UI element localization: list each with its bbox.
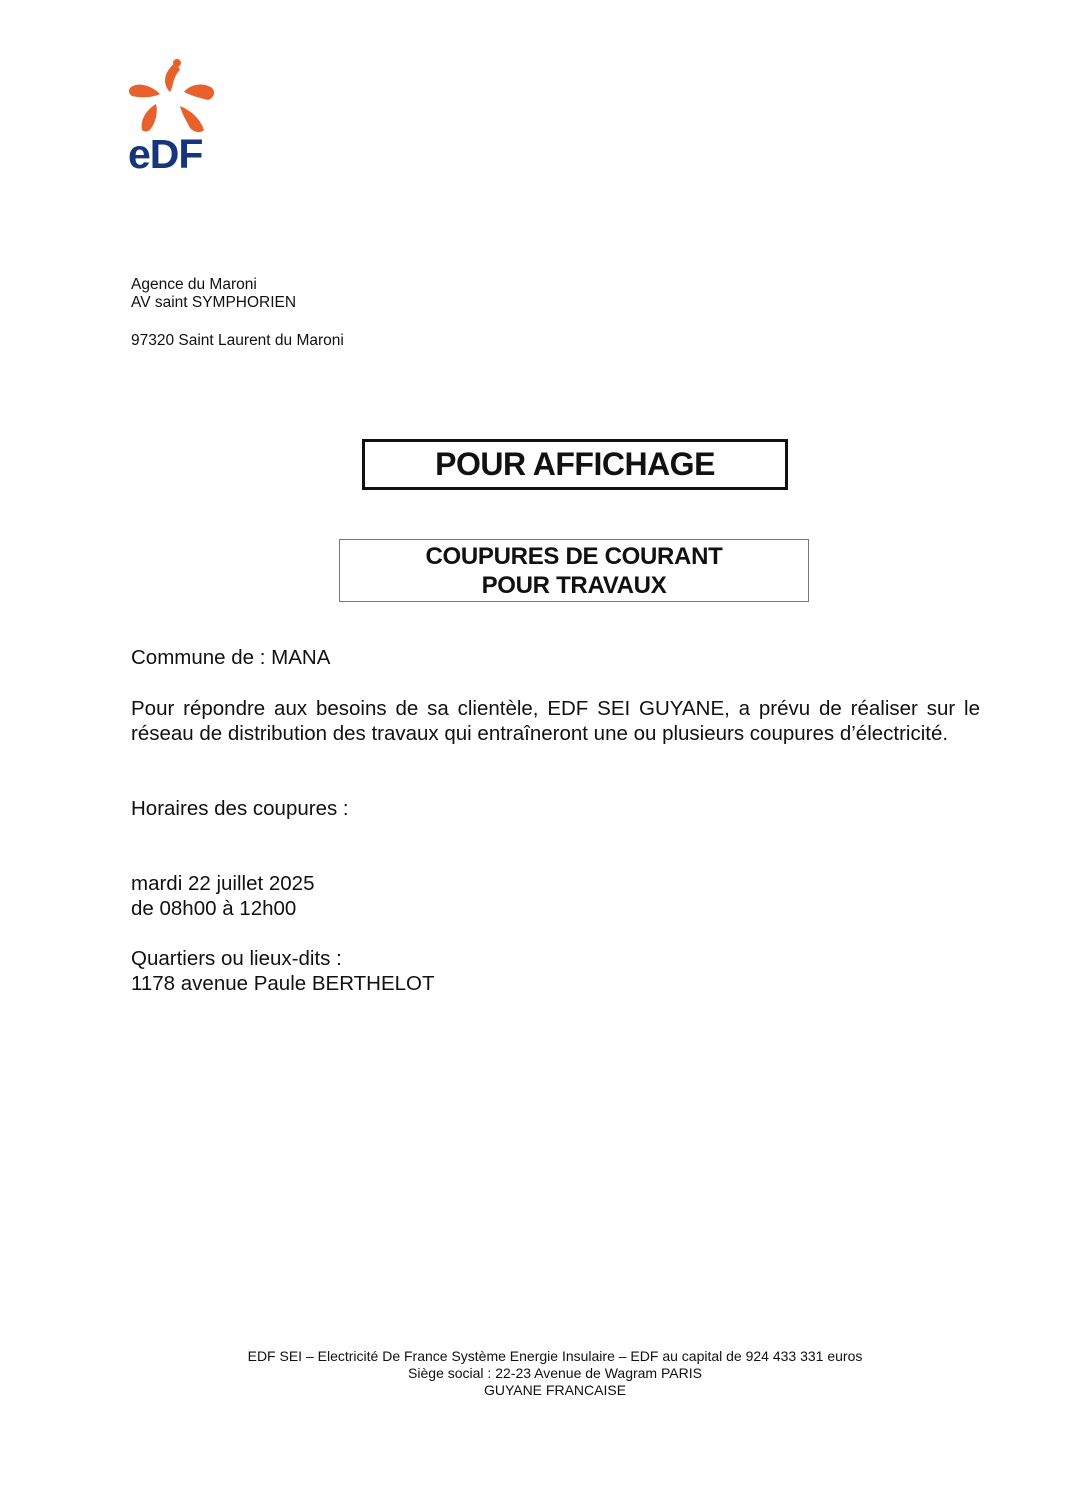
outage-date: mardi 22 juillet 2025 xyxy=(131,872,315,895)
footer-line-3: GUYANE FRANCAISE xyxy=(483,1382,627,1398)
address-line-1: Agence du Maroni xyxy=(131,276,257,293)
quartiers-label: Quartiers ou lieux-dits : xyxy=(131,947,342,970)
subject-line-1: COUPURES DE COURANT xyxy=(425,542,723,570)
outage-schedule xyxy=(131,871,980,921)
footer xyxy=(0,1348,1080,1399)
outage-time: de 08h00 à 12h00 xyxy=(131,897,297,920)
pour-affichage-box xyxy=(362,439,788,490)
address-line-2: AV saint SYMPHORIEN xyxy=(131,294,297,311)
footer-line-2: Siège social : 22-23 Avenue de Wagram PARIS xyxy=(408,1365,702,1381)
edf-logo-text: eDF xyxy=(128,131,203,177)
edf-logo xyxy=(128,58,220,180)
pour-affichage-title: POUR AFFICHAGE xyxy=(435,446,715,482)
commune-line: Commune de : MANA xyxy=(131,646,331,669)
subject-line-2: POUR TRAVAUX xyxy=(481,571,667,599)
horaires-label: Horaires des coupures : xyxy=(131,797,349,820)
edf-petals-icon xyxy=(128,58,220,138)
address-postal: 97320 Saint Laurent du Maroni xyxy=(131,332,344,349)
location-block xyxy=(131,946,980,996)
outage-location: 1178 avenue Paule BERTHELOT xyxy=(131,972,435,995)
footer-line-1: EDF SEI – Electricité De France Système Energie Insulaire – EDF au capital de 924 433 331 euros xyxy=(247,1348,863,1364)
agency-address xyxy=(131,276,344,350)
subject-box xyxy=(339,539,809,602)
intro-paragraph: Pour répondre aux besoins de sa clientèle, EDF SEI GUYANE, a prévu de réaliser sur le réseau de distribution des travaux qui entraîneront une ou plusieurs coupures d’électricité. xyxy=(131,697,980,745)
